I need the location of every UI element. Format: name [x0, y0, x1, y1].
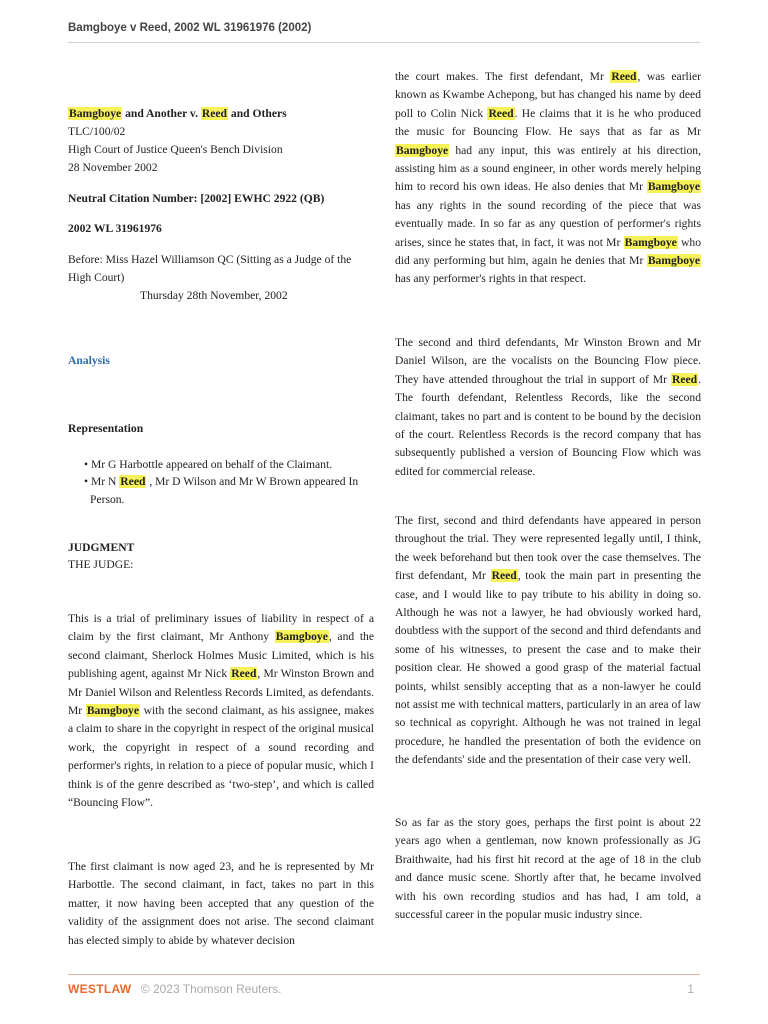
the-judge-label: THE JUDGE: [68, 558, 134, 571]
search-hit: Reed [120, 475, 146, 488]
judgment-paragraph: The first, second and third defendants have appeared in person throughout the trial. They were represented legally until, I think, the week beforehand but then took over the case themselves. The first defendant, Mr Reed, took the main part in presenting the case, and I would like to pay tribute to his ability in doing so. Although he was not a lawyer, he had obviously worked hard, doubtless with the support of the second and third defendants and some of his witnesses, to present the case and to make their position clear. He showed a good grasp of the material factual points, whilst sensibly accepting that as a non-lawyer he could not assist me with technical matters, particularly in an area of law so technical as copyright. Although he was not trained in legal procedure, he handled the presentation of both the evidence on the defendants' side and the presentation of their case very well. [395, 514, 701, 767]
judgment-paragraph: The second and third defendants, Mr Winston Brown and Mr Daniel Wilson, are the vocalists on the Bouncing Flow piece. They have attended throughout the trial in support of Mr Reed. The fourth defendant, Relentless Records, like the second claimant, takes no part and is content to be bound by the decision of the court. Relentless Records is the record company that has subsequently published a version of Bouncing Flow which was edited for commercial release. [395, 336, 701, 478]
representation-item: • Mr N Reed , Mr D Wilson and Mr W Brown appeared In Person. [84, 475, 359, 507]
search-hit: Bamgboye [624, 235, 677, 249]
search-hit: Bamgboye [647, 180, 700, 194]
search-hit: Bamgboye [69, 107, 122, 120]
judgment-paragraph: the court makes. The first defendant, Mr Reed, was earlier known as Kwambe Achepong, but has changed his name by deed poll to Colin Nick Reed. He claims that it is he who produced the music for Bouncing Flow. He says that as far as Mr Bamgboye had any input, this was entirely at his direction, assisting him as a sound engineer, in other words merely helping him to record his own ideas. He also denies that Mr Bamgboye has any rights in the sound recording of the piece that was eventually made. In so far as any question of performer's rights arises, since he states that, in fact, it was not Mr Bamgboye who did any performing but him, again he denies that Mr Bamgboye has any performer's rights in that respect. [395, 70, 701, 286]
judgment-heading: JUDGMENT [68, 541, 135, 554]
search-hit: Bamgboye [275, 630, 328, 644]
representation-heading: Representation [68, 422, 144, 435]
westlaw-logo: WESTLAW [68, 982, 132, 996]
search-hit: Reed [231, 667, 257, 681]
before-judge: Before: Miss Hazel Williamson QC (Sitting as a Judge of the High Court) [68, 253, 352, 285]
westlaw-citation: 2002 WL 31961976 [68, 222, 162, 235]
search-hit: Bamgboye [86, 704, 139, 718]
court-name: High Court of Justice Queen's Bench Division [68, 143, 283, 156]
search-hit: Bamgboye [647, 254, 700, 268]
neutral-citation: Neutral Citation Number: [2002] EWHC 2922 (QB) [68, 192, 325, 205]
analysis-link[interactable]: Analysis [68, 354, 110, 367]
document-header-title: Bamgboye v Reed, 2002 WL 31961976 (2002) [68, 22, 312, 34]
footer-divider [68, 974, 700, 975]
decision-date: 28 November 2002 [68, 161, 158, 174]
search-hit: Reed [671, 372, 698, 386]
search-hit: Bamgboye [396, 143, 449, 157]
case-number: TLC/100/02 [68, 125, 126, 138]
judgment-paragraph: This is a trial of preliminary issues of liability in respect of a claim by the first claimant, Mr Anthony Bamgboye, and the second claimant, Sherlock Holmes Music Limited, which is his publishing agent, against Mr Nick Reed, Mr Winston Brown and Mr Daniel Wilson and Relentless Records Limited, as defendants. Mr Bamgboye with the second claimant, as his assignee, makes a claim to share in the copyright in respect of the original musical work, the copyright in respect of a sound recording and performer's rights, in relation to a piece of popular music, which I think is of the genre described as ‘two-step’, and which is called “Bouncing Flow”. [68, 612, 375, 810]
search-hit: Reed [611, 70, 637, 83]
judgment-paragraph: So as far as the story goes, perhaps the first point is about 22 years ago when a gentleman, now known professionally as JG Braithwaite, had his first hit record at the age of 18 in the club and dance music scene. Shortly after that, he became involved with his own recording studios and has had, I am told, a successful career in the popular music industry since. [395, 816, 701, 922]
hearing-date: Thursday 28th November, 2002 [140, 289, 288, 302]
search-hit: Reed [201, 107, 228, 120]
copyright-notice: © 2023 Thomson Reuters. [140, 982, 282, 996]
judgment-paragraph: The first claimant is now aged 23, and he is represented by Mr Harbottle. The second claimant, in fact, takes no part in this matter, it now having been accepted that any question of the validity of the assignment does not arise. The second claimant has elected simply to abide by whatever decision [68, 860, 374, 947]
case-name: Bamgboye and Another v. Reed and Others [69, 107, 287, 120]
search-hit: Reed [491, 569, 517, 583]
page-footer [68, 982, 700, 996]
search-hit: Reed [488, 106, 514, 120]
header-divider [68, 42, 700, 43]
representation-item: • Mr G Harbottle appeared on behalf of the Claimant. [84, 458, 333, 471]
page-number: 1 [687, 982, 694, 996]
